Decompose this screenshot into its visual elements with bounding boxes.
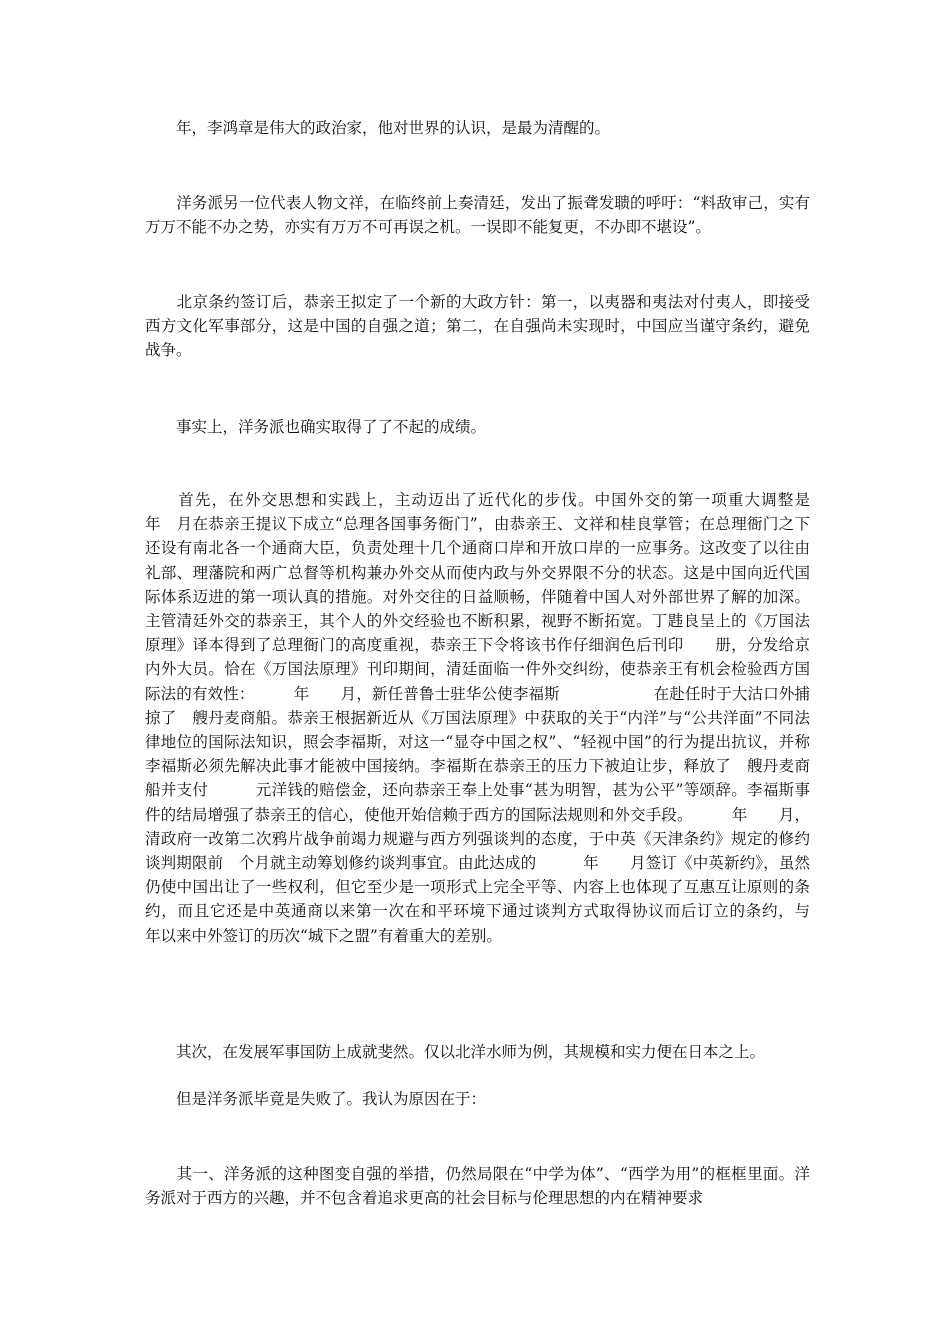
paragraph-prince-gong-policy: 北京条约签订后，恭亲王拟定了一个新的大政方针：第一，以夷器和夷法对付夷人，即接受西方文化军事部分，这是中国的自强之道；第二，在自强尚未实现时，中国应当谨守条约，避免战争。: [145, 293, 810, 360]
paragraph-military: 其次，在发展军事国防上成就斐然。仅以北洋水师为例，其规模和实力便在日本之上。: [145, 1043, 766, 1061]
paragraph-li-hongzhang: 年，李鸿章是伟大的政治家，他对世界的认识，是最为清醒的。: [145, 119, 611, 137]
paragraph-diplomacy: 首先，在外交思想和实践上，主动迈出了近代化的步伐。中国外交的第一项重大调整是 年 月在恭亲王提议下成立“总理各国事务衙门”，由恭亲王、文祥和桂良掌管；在总理衙门之下还设有南北各一个通商大臣，负责处理十几个通商口岸和开放口岸的一应事务。这改变了以往由礼部、理藩院和两广总督等机构兼办外交从而使内政与外交界限不分的状态。这是中国向近代国际体系迈进的第一项认真的措施。对外交往的日益顺畅，伴随着中国人对外部世界了解的加深。主管清廷外交的恭亲王，其个人的外交经验也不断积累，视野不断拓宽。丁韪良呈上的《万国法原理》译本得到了总理衙门的高度重视，恭亲王下令将该书作仔细润色后刊印 册，分发给京内外大员。恰在《万国法原理》刊印期间，清廷面临一件外交纠纷，使恭亲王有机会检验西方国际法的有效性： 年 月，新任普鲁士驻华公使李福斯 在赴任时于大沽口外捕掠了 艘丹麦商船。恭亲王根据新近从《万国法原理》中获取的关于“内洋”与“公共洋面”不同法律地位的国际法知识，照会李福斯，对这一“显夺中国之权”、“轻视中国”的行为提出抗议，并称李福斯必须先解决此事才能被中国接纳。李福斯在恭亲王的压力下被迫让步，释放了 艘丹麦商船并支付 元洋钱的赔偿金，还向恭亲王奉上处事“甚为明智，甚为公平”等颂辞。李福斯事件的结局增强了恭亲王的信心，使他开始信赖于西方的国际法规则和外交手段。 年 月，清政府一改第二次鸦片战争前竭力规避与西方列强谈判的态度，于中英《天津条约》规定的修约谈判期限前 个月就主动筹划修约谈判事宜。由此达成的 年 月签订《中英新约》，虽然仍使中国出让了一些权利，但它至少是一项形式上完全平等、内容上也体现了互惠互让原则的条约，而且它还是中英通商以来第一次在和平环境下通过谈判方式取得协议而后订立的条约，与 年以来中外签订的历次“城下之盟”有着重大的差别。: [145, 491, 857, 945]
paragraph-wenxiang-memorial: 洋务派另一位代表人物文祥，在临终前上奏清廷，发出了振聋发聩的呼吁：“料敌审己，实有万万不能不办之势，亦实有万万不可再误之机。一误即不能复更，不办即不堪设”。: [145, 194, 810, 237]
paragraph-reason-one: 其一、洋务派的这种图变自强的举措，仍然局限在“中学为体”、“西学为用”的框框里面。洋务派对于西方的兴趣，并不包含着追求更高的社会目标与伦理思想的内在精神要求: [145, 1165, 810, 1208]
paragraph-achievements: 事实上，洋务派也确实取得了了不起的成绩。: [145, 418, 487, 436]
paragraph-failure: 但是洋务派毕竟是失败了。我认为原因在于：: [145, 1090, 487, 1108]
